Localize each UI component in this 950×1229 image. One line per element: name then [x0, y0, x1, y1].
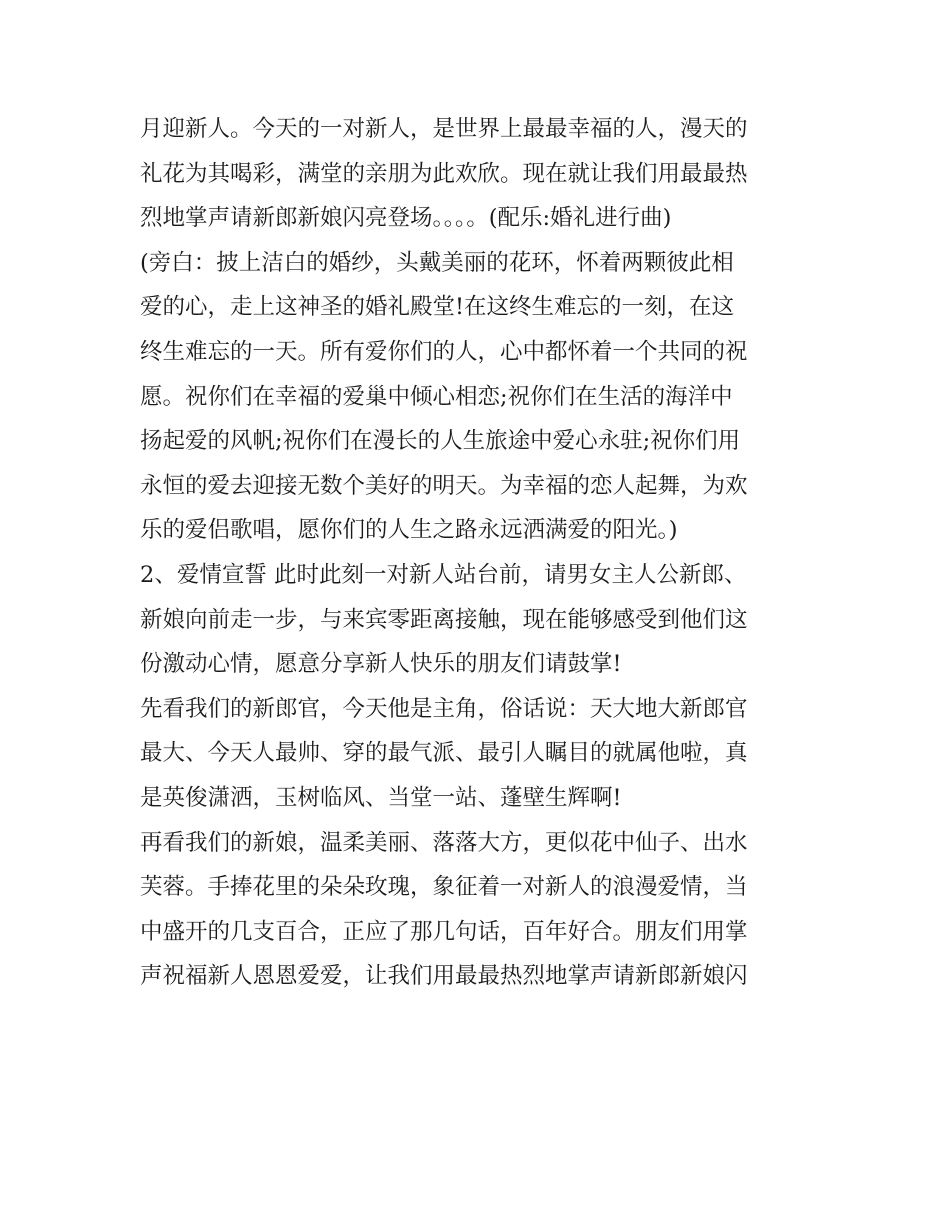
- text-line: 先看我们的新郎官，今天他是主角，俗话说：天大地大新郎官: [140, 695, 748, 722]
- text-line: 中盛开的几支百合，正应了那几句话，百年好合。朋友们用掌: [140, 918, 748, 945]
- text-line: 永恒的爱去迎接无数个美好的明天。为幸福的恋人起舞，为欢: [140, 472, 748, 499]
- text-line: 终生难忘的一天。所有爱你们的人，心中都怀着一个共同的祝: [140, 338, 748, 365]
- text-line: 爱的心，走上这神圣的婚礼殿堂!在这终生难忘的一刻，在这: [140, 294, 735, 321]
- text-line: 扬起爱的风帆;祝你们在漫长的人生旅途中爱心永驻;祝你们用: [140, 428, 741, 455]
- text-line: 礼花为其喝彩，满堂的亲朋为此欢欣。现在就让我们用最最热: [140, 160, 748, 187]
- text-line: 2、爱情宣誓 此时此刻一对新人站台前，请男女主人公新郎、: [140, 561, 747, 588]
- document-body: [140, 107, 820, 999]
- text-line: 月迎新人。今天的一对新人，是世界上最最幸福的人，漫天的: [140, 116, 748, 142]
- text-line: 再看我们的新娘，温柔美丽、落落大方，更似花中仙子、出水: [140, 829, 748, 856]
- text-line: 是英俊潇洒，玉树临风、当堂一站、蓬壁生辉啊!: [140, 784, 622, 811]
- text-line: (旁白：披上洁白的婚纱，头戴美丽的花环，怀着两颗彼此相: [140, 249, 734, 276]
- text-line: 最大、今天人最帅、穿的最气派、最引人瞩目的就属他啦，真: [140, 740, 748, 767]
- text-line: 愿。祝你们在幸福的爱巢中倾心相恋;祝你们在生活的海洋中: [140, 383, 733, 410]
- text-line: 芙蓉。手捧花里的朵朵玫瑰，象征着一对新人的浪漫爱情，当: [140, 874, 748, 901]
- text-line: 乐的爱侣歌唱，愿你们的人生之路永远洒满爱的阳光。): [140, 517, 678, 544]
- text-line: 份激动心情，愿意分享新人快乐的朋友们请鼓掌!: [140, 651, 622, 678]
- text-line: 声祝福新人恩恩爱爱，让我们用最最热烈地掌声请新郎新娘闪: [140, 963, 748, 990]
- text-line: 新娘向前走一步，与来宾零距离接触，现在能够感受到他们这: [140, 606, 748, 633]
- text-line: 烈地掌声请新郎新娘闪亮登场。。。。(配乐:婚礼进行曲): [140, 205, 672, 232]
